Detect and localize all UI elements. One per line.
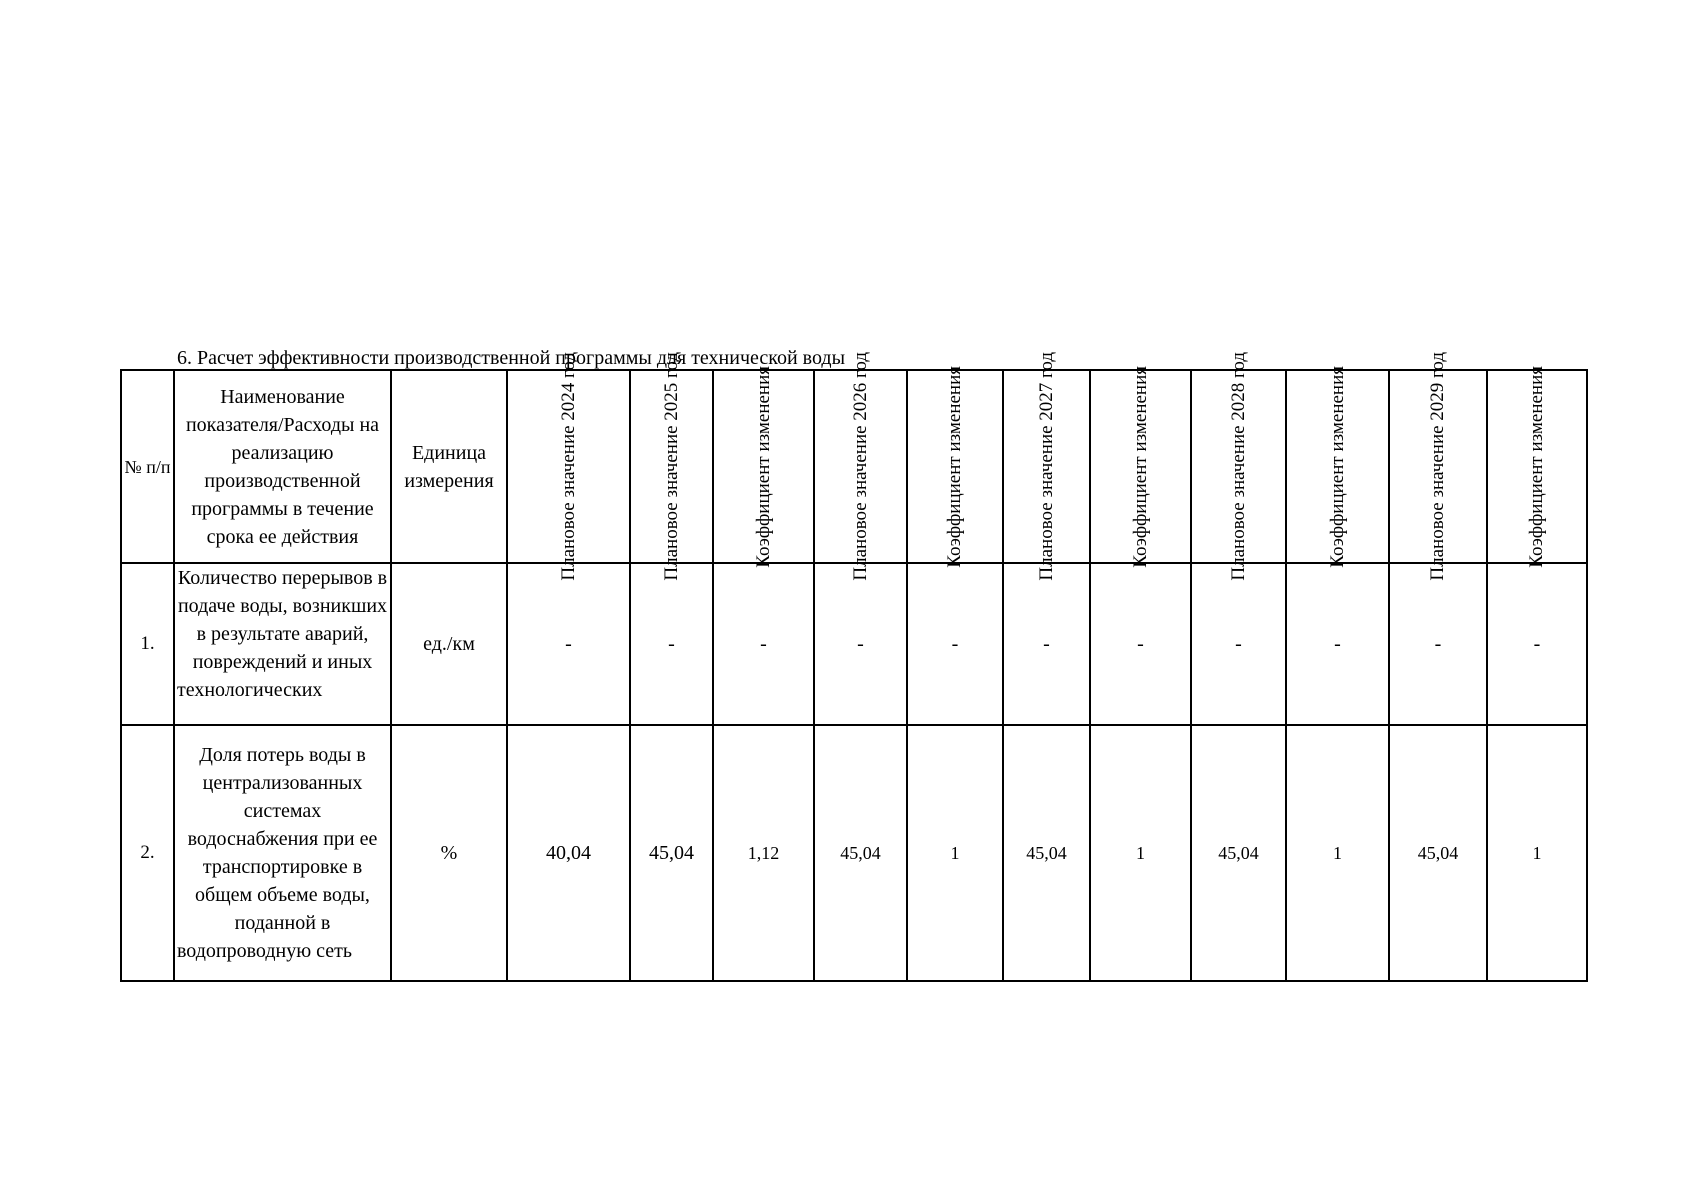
cell-value: 1 [1090, 725, 1191, 981]
cell-value: - [1003, 563, 1090, 725]
cell-value: - [1191, 563, 1286, 725]
cell-value: - [713, 563, 814, 725]
row-unit: % [391, 725, 507, 981]
cell-value: 1 [907, 725, 1003, 981]
header-plan-2024: Плановое значение 2024 год [507, 370, 630, 563]
cell-value: - [1487, 563, 1587, 725]
header-plan-2026: Плановое значение 2026 год [814, 370, 907, 563]
cell-value: 45,04 [1191, 725, 1286, 981]
cell-value: 45,04 [814, 725, 907, 981]
cell-value: - [507, 563, 630, 725]
cell-value: 45,04 [1389, 725, 1487, 981]
cell-value: 45,04 [630, 725, 713, 981]
row-num: 2. [121, 725, 174, 981]
row-name: Доля потерь воды в централизованных системах водоснабжения при ее транспортировке в общем объеме воды, поданной в водопроводную сеть [174, 725, 391, 981]
header-num: № п/п [121, 370, 174, 563]
page-title: 6. Расчет эффективности производственной программы для технической воды [177, 347, 846, 369]
cell-value: - [814, 563, 907, 725]
table-row [121, 725, 1587, 981]
cell-value: 1,12 [713, 725, 814, 981]
cell-value: 1 [1487, 725, 1587, 981]
cell-value: - [1090, 563, 1191, 725]
header-name: Наименование показателя/Расходы на реализацию производственной программы в течение срока ее действия [174, 370, 391, 563]
cell-value: - [1389, 563, 1487, 725]
table-header-row [121, 370, 1587, 563]
header-coef-2025: Коэффициент изменения [713, 370, 814, 563]
row-unit: ед./км [391, 563, 507, 725]
header-plan-2027: Плановое значение 2027 год [1003, 370, 1090, 563]
cell-value: 1 [1286, 725, 1389, 981]
header-coef-2029: Коэффициент изменения [1487, 370, 1587, 563]
row-name: Количество перерывов в подаче воды, возникших в результате аварий, повреждений и иных технологических [174, 563, 391, 725]
cell-value: 45,04 [1003, 725, 1090, 981]
header-unit: Единица измерения [391, 370, 507, 563]
header-plan-2028: Плановое значение 2028 год [1191, 370, 1286, 563]
cell-value: - [630, 563, 713, 725]
table-row [121, 563, 1587, 725]
cell-value: 40,04 [507, 725, 630, 981]
cell-value: - [1286, 563, 1389, 725]
cell-value: - [907, 563, 1003, 725]
header-coef-2027: Коэффициент изменения [1090, 370, 1191, 563]
row-num: 1. [121, 563, 174, 725]
header-plan-2025: Плановое значение 2025 год [630, 370, 713, 563]
header-plan-2029: Плановое значение 2029 год [1389, 370, 1487, 563]
header-coef-2026: Коэффициент изменения [907, 370, 1003, 563]
header-coef-2028: Коэффициент изменения [1286, 370, 1389, 563]
